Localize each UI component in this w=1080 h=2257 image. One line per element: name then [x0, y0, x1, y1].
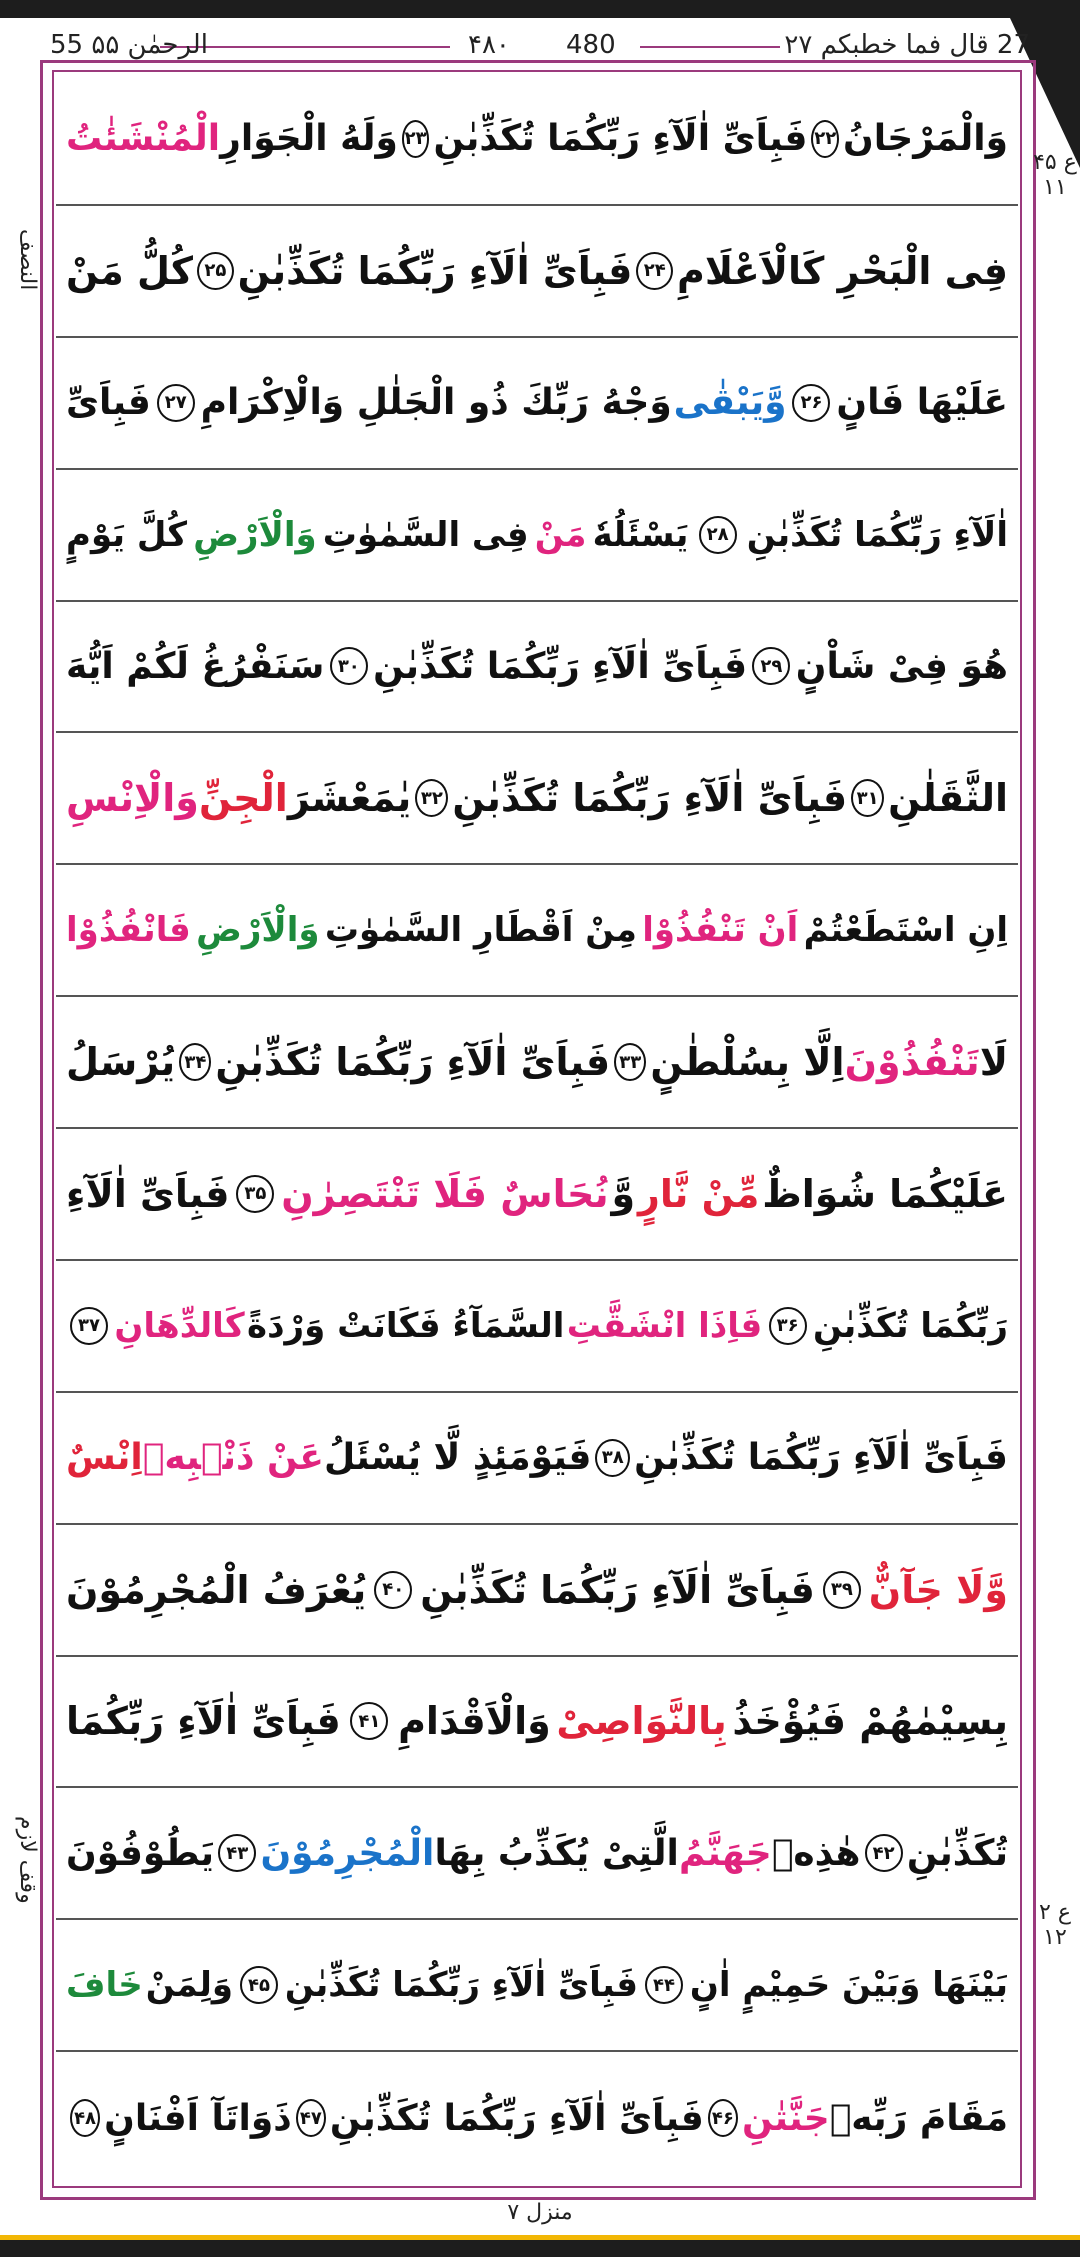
ayah-number-marker: ۲۶	[792, 384, 830, 422]
ayah-number-marker: ۳۱	[851, 779, 884, 817]
navigation-bar-accent	[0, 2235, 1080, 2240]
ayah-number-marker: ۴۰	[374, 1571, 412, 1609]
waqf-lazim-label: وقف لازم	[15, 1816, 40, 1904]
text-line	[56, 470, 1018, 602]
verse-text-segment: وَجْهُ رَبِّكَ ذُو الْجَلٰلِ وَالْاِكْرَامِ	[200, 382, 672, 424]
ayah-number-marker: ۳۹	[823, 1571, 861, 1609]
verse-text-segment: وَالْاَرْضِ	[193, 514, 317, 555]
verse-text-segment: الْجِنِّ	[198, 776, 288, 821]
verse-text-segment: تُکَذِّبٰنِ	[906, 1832, 1008, 1874]
verse-text-segment: یَسْئَلُهٗ	[592, 514, 689, 555]
verse-text-segment: هٰذِهٖ	[771, 1832, 861, 1874]
ayah-number-marker: ۲۵	[197, 252, 234, 290]
verse-text-segment: الثَّقَلٰنِ	[888, 776, 1008, 821]
verse-text-segment: عَنْ ذَنْۢبِهٖ	[142, 1437, 324, 1479]
verse-text-segment: فَیَوْمَئِذٍ لَّا یُسْئَلُ	[324, 1437, 592, 1479]
status-bar	[0, 0, 1080, 18]
verse-text-segment: بِالنَّوَاصِیْ	[556, 1699, 727, 1744]
verse-text-segment: اِنْسٌ	[66, 1437, 143, 1479]
para-name: 27 قال فما خطبکم ۲۷	[784, 30, 1030, 60]
manzil-label: منزل ۷	[507, 2200, 573, 2225]
verse-text-segment: اِلَّا بِسُلْطٰنٍ	[650, 1040, 845, 1085]
text-line	[56, 1261, 1018, 1393]
text-line	[56, 1788, 1018, 1920]
verse-text-segment: مَنْ	[534, 514, 587, 555]
ayah-number-marker: ۴۱	[350, 1702, 388, 1740]
text-line	[56, 1393, 1018, 1525]
ayah-number-marker: ۳۶	[769, 1307, 807, 1345]
nisf-marker	[0, 190, 40, 330]
verse-text-segment: یٰمَعْشَرَ	[287, 776, 412, 821]
verse-text-segment: بِسِیْمٰهُمْ فَیُؤْخَذُ	[732, 1699, 1008, 1744]
verse-text-segment: اِنِ اسْتَطَعْتُمْ	[803, 910, 1008, 951]
page-number-arabic: ۴۸۰	[468, 30, 510, 60]
page-footer	[0, 2200, 1080, 2225]
verse-text-segment: فَبِاَیِّ اٰلَآءِ	[66, 1171, 230, 1216]
verse-text-segment: فَبِاَیِّ اٰلَآءِ رَبِّکُمَا تُکَذِّبٰنِ	[237, 248, 633, 293]
ayah-number-marker: ۴۲	[865, 1834, 903, 1872]
ayah-number-marker: ۲۹	[752, 647, 790, 685]
page-number: 480	[566, 30, 616, 60]
verse-text-segment: جَنَّتٰنِ	[741, 2097, 830, 2139]
ayah-number-marker: ۳۸	[595, 1439, 630, 1477]
verse-text-segment: وَالْاِنْسِ	[66, 776, 199, 821]
verse-text-segment: لَا	[979, 1040, 1008, 1085]
verse-text-segment: فِی السَّمٰوٰتِ	[322, 514, 529, 555]
ayah-number-marker: ۳۴	[179, 1043, 211, 1081]
verse-text-segment: هُوَ فِیْ شَاْنٍ	[795, 645, 1008, 687]
waqf-lazim-marker	[0, 1780, 40, 1940]
ayah-number-marker: ۴۳	[218, 1834, 256, 1872]
ayah-number-marker: ۳۳	[614, 1043, 646, 1081]
verse-text-segment: فَبِاَیِّ اٰلَآءِ رَبِّکُمَا تُکَذِّبٰنِ	[329, 2097, 704, 2139]
verse-text-segment: فِی الْبَحْرِ كَالْاَعْلَامِ	[677, 248, 1008, 293]
verse-text-segment: الَّتِیْ یُكَذِّبُ بِهَا	[434, 1832, 679, 1874]
text-line	[56, 602, 1018, 734]
ruku-marker-bottom	[1030, 1900, 1080, 1950]
ruku-marker-top-label: ۴۵ ع ۱۱	[1033, 150, 1077, 200]
text-line	[56, 865, 1018, 997]
verse-text-segment: وَالْمَرْجَانُ	[843, 118, 1008, 160]
ayah-number-marker: ۲۸	[699, 516, 737, 554]
ayah-number-marker: ۴۸	[70, 2099, 100, 2137]
verse-text-segment: فَبِاَیِّ اٰلَآءِ رَبِّکُمَا تُکَذِّبٰنِ	[373, 645, 748, 687]
ayah-number-marker: ۳۵	[236, 1175, 274, 1213]
verse-text-segment: كُلَّ یَوْمٍ	[66, 514, 187, 555]
verse-text-segment: ذَوَاتَآ اَفْنَانٍ	[104, 2097, 292, 2139]
text-line	[56, 1129, 1018, 1261]
verse-text-segment: كَالدِّهَانِ	[114, 1305, 245, 1346]
text-line	[56, 997, 1018, 1129]
ruku-marker-top	[1030, 150, 1080, 200]
verse-text-segment: وَّلَا جَآنٌّ	[868, 1567, 1008, 1612]
verse-text-segment: نُحَاسٌ فَلَا تَنْتَصِرٰنِ	[281, 1171, 609, 1216]
verse-text-segment: بَیْنَهَا وَبَیْنَ حَمِیْمٍ اٰنٍ	[689, 1965, 1008, 2006]
ayah-number-marker: ۳۷	[70, 1307, 108, 1345]
verse-text-segment: فَبِاَیِّ اٰلَآءِ رَبِّکُمَا تُکَذِّبٰنِ	[433, 118, 808, 160]
verse-text-segment: یُعْرَفُ الْمُجْرِمُوْنَ	[66, 1567, 367, 1612]
ayah-number-marker: ۲۴	[636, 252, 673, 290]
ayah-number-marker: ۳۲	[415, 779, 448, 817]
text-line	[56, 338, 1018, 470]
ayah-number-marker: ۳۰	[330, 647, 368, 685]
ayah-number-marker: ۴۷	[296, 2099, 326, 2137]
verse-text-segment: فَاِذَا انْشَقَّتِ	[566, 1305, 763, 1346]
verse-text-segment: عَلَیْكُمَا شُوَاظٌ	[762, 1171, 1008, 1216]
verse-text-segment: یُرْسَلُ	[66, 1040, 176, 1085]
verse-text-segment: الْمُجْرِمُوْنَ	[260, 1832, 435, 1874]
verse-text-segment: فَبِاَیِّ	[66, 382, 151, 424]
text-line	[56, 1920, 1018, 2052]
ayah-number-marker: ۴۵	[240, 1966, 278, 2004]
verse-text-segment: فَبِاَیِّ اٰلَآءِ رَبِّکُمَا تُکَذِّبٰنِ	[284, 1965, 639, 2006]
text-line	[56, 733, 1018, 865]
text-line	[56, 2052, 1018, 2184]
verse-text-segment: مِنْ اَقْطَارِ السَّمٰوٰتِ	[324, 910, 637, 951]
verse-text-segment: اَنْ تَنْفُذُوْا	[642, 910, 799, 951]
ayah-number-marker: ۲۲	[811, 120, 839, 158]
verse-text-segment: وَّ	[611, 1171, 636, 1216]
verse-text-segment: الْمُنْشَئٰتُ	[66, 118, 221, 160]
ayah-number-marker: ۲۷	[157, 384, 195, 422]
verse-text-segment: السَّمَآءُ فَكَانَتْ وَرْدَةً	[247, 1305, 565, 1346]
verse-text-segment: اٰلَآءِ رَبِّکُمَا تُکَذِّبٰنِ	[746, 514, 1008, 555]
text-line	[56, 1525, 1018, 1657]
verse-text-segment: فَبِاَیِّ اٰلَآءِ رَبِّکُمَا تُکَذِّبٰنِ	[452, 776, 848, 821]
ruku-marker-bottom-label: ع ۲ ۱۲	[1039, 1900, 1071, 1950]
verse-text-segment: مَقَامَ رَبِّهٖ	[829, 2097, 1008, 2139]
navigation-bar	[0, 2235, 1080, 2257]
ayah-number-marker: ۴۶	[708, 2099, 738, 2137]
verse-text-segment: سَنَفْرُغُ لَكُمْ اَیُّهَ	[66, 645, 325, 687]
verse-text-segment: یَطُوْفُوْنَ	[66, 1832, 215, 1874]
quran-text-lines	[56, 74, 1018, 2184]
verse-text-segment: تَنْفُذُوْنَ	[844, 1040, 980, 1085]
verse-text-segment: رَبِّکُمَا تُکَذِّبٰنِ	[812, 1305, 1008, 1346]
verse-text-segment: فَبِاَیِّ اٰلَآءِ رَبِّکُمَا	[66, 1699, 341, 1744]
ayah-number-marker: ۴۴	[645, 1966, 683, 2004]
verse-text-segment: عَلَیْهَا فَانٍ	[836, 382, 1008, 424]
verse-text-segment: فَبِاَیِّ اٰلَآءِ رَبِّکُمَا تُکَذِّبٰنِ	[634, 1437, 1008, 1479]
text-line	[56, 74, 1018, 206]
text-line	[56, 206, 1018, 338]
verse-text-segment: فَبِاَیِّ اٰلَآءِ رَبِّکُمَا تُکَذِّبٰنِ	[215, 1040, 611, 1085]
verse-text-segment: خَافَ	[66, 1965, 143, 2006]
verse-text-segment: وَّیَبْقٰى	[673, 382, 787, 424]
nisf-marker-label: النصف	[15, 229, 40, 291]
header-rule-right	[640, 46, 780, 48]
verse-text-segment: كُلُّ مَنْ	[66, 248, 193, 293]
verse-text-segment: وَالْاَرْضِ	[196, 910, 320, 951]
verse-text-segment: وَلَهُ الْجَوَارِ	[220, 118, 398, 160]
text-line	[56, 1657, 1018, 1789]
verse-text-segment: جَهَنَّمُ	[679, 1832, 772, 1874]
verse-text-segment: فَبِاَیِّ اٰلَآءِ رَبِّکُمَا تُکَذِّبٰنِ	[420, 1567, 815, 1612]
verse-text-segment: وَالْاَقْدَامِ	[398, 1699, 551, 1744]
verse-text-segment: وَلِمَنْ	[145, 1965, 234, 2006]
verse-text-segment: مِّنْ نَّارٍ	[638, 1171, 760, 1216]
verse-text-segment: فَانْفُذُوْا	[66, 910, 191, 951]
surah-name: 55 الرحمٰن ۵۵	[50, 30, 208, 60]
ayah-number-marker: ۲۳	[402, 120, 430, 158]
